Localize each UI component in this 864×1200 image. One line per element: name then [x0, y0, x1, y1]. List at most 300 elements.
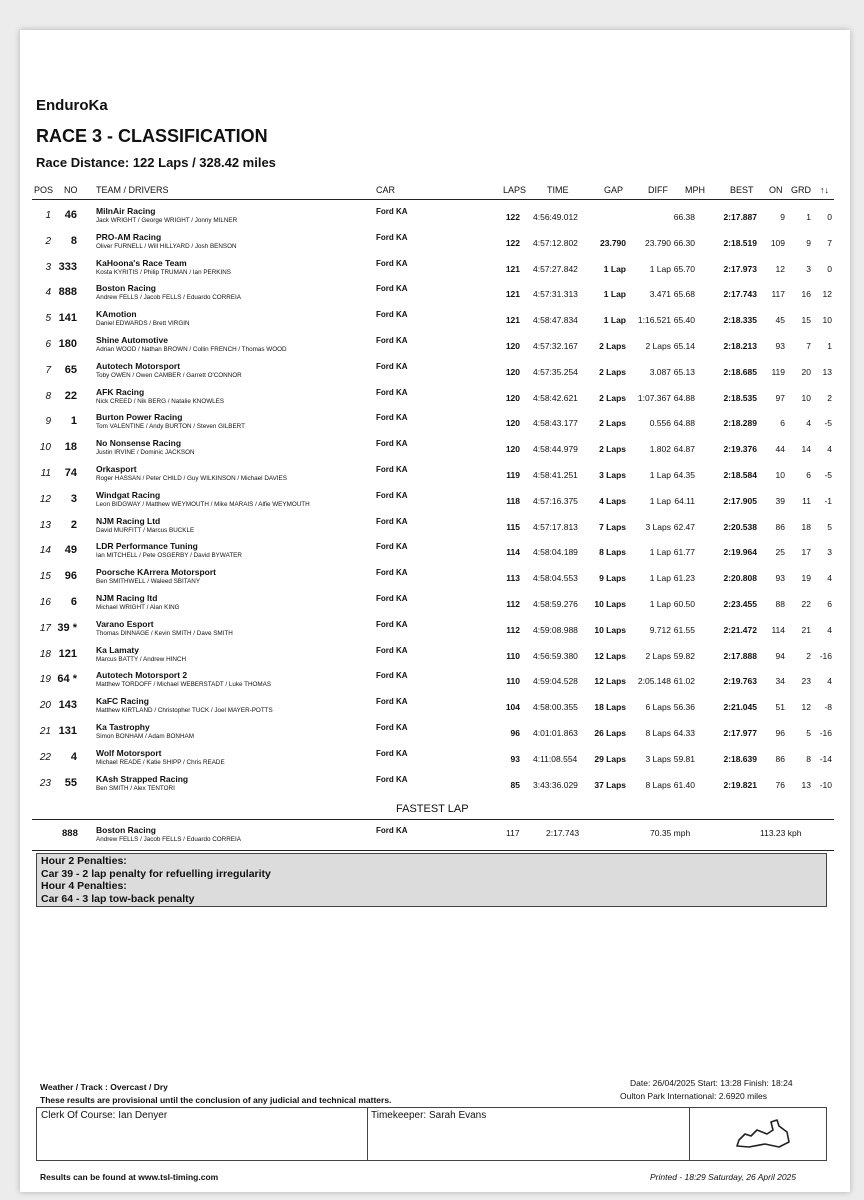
- cell-drivers: Andrew FELLS / Jacob FELLS / Eduardo CORREIA: [96, 294, 241, 302]
- cell-pos: 4: [45, 287, 51, 299]
- cell-drivers: Jack WRIGHT / George WRIGHT / Jonny MILNER: [96, 217, 238, 224]
- table-row: [0, 490, 864, 516]
- cell-grd: 23: [801, 676, 811, 687]
- cell-gap: 37 Laps: [594, 779, 626, 790]
- cell-on: 86: [775, 521, 785, 532]
- cell-pos: 17: [39, 622, 51, 634]
- cell-best: 2:19.376: [723, 444, 757, 455]
- table-row: [0, 464, 864, 490]
- cell-drivers: Oliver FURNELL / Will HILLYARD / Josh BENSON: [96, 242, 237, 250]
- fastest-lap-lap: 117: [506, 828, 520, 838]
- officials-box: [36, 1107, 827, 1161]
- cell-drivers: Matthew KIRTLAND / Christopher TUCK / Joel MAYER-POTTS: [96, 707, 273, 715]
- cell-drivers: Roger HASSAN / Peter CHILD / Guy WILKINSON / Michael DAVIES: [96, 475, 287, 482]
- cell-diff: 3.087: [649, 366, 671, 377]
- table-row: [0, 335, 864, 361]
- cell-team: Burton Power Racing: [96, 412, 183, 423]
- cell-gap: 23.790: [600, 237, 626, 248]
- cell-pos: 1: [45, 210, 51, 221]
- cell-drivers: Ben SMITH / Alex TENTORI: [96, 784, 175, 792]
- cell-on: 6: [780, 418, 785, 429]
- cell-pos: 21: [39, 726, 51, 737]
- cell-gap: 4 Laps: [599, 495, 626, 506]
- cell-grd: 13: [801, 779, 811, 790]
- cell-diff: 3 Laps: [645, 521, 671, 532]
- cell-best: 2:21.045: [723, 702, 757, 713]
- cell-time: 4:59:08.988: [533, 624, 578, 635]
- cell-pos: 7: [45, 364, 51, 376]
- cell-best: 2:18.685: [723, 366, 757, 377]
- cell-no: 143: [58, 699, 77, 712]
- cell-on: 97: [775, 392, 785, 403]
- cell-mph: 61.40: [673, 779, 695, 790]
- cell-diff: 1 Lap: [649, 599, 671, 609]
- cell-diff: 6 Laps: [645, 702, 671, 713]
- table-row: [0, 774, 864, 800]
- cell-laps: 112: [506, 624, 520, 635]
- cell-time: 4:58:42.621: [533, 392, 578, 403]
- cell-time: 4:56:59.380: [533, 650, 578, 661]
- cell-pos: 5: [45, 313, 51, 325]
- cell-on: 10: [775, 470, 785, 480]
- cell-laps: 122: [505, 237, 520, 248]
- cell-pos: 13: [39, 519, 51, 531]
- cell-diff: 1 Lap: [649, 573, 671, 584]
- cell-best: 2:18.519: [723, 237, 757, 248]
- circuit-map-icon: [727, 1114, 797, 1154]
- cell-car: Ford KA: [376, 413, 408, 423]
- penalties-box: [36, 853, 827, 907]
- cell-grd: 3: [806, 263, 811, 274]
- cell-on: 93: [775, 573, 785, 584]
- cell-team: No Nonsense Racing: [96, 438, 182, 449]
- cell-pos: 23: [39, 777, 51, 789]
- cell-gap: 12 Laps: [594, 650, 626, 661]
- cell-car: Ford KA: [376, 465, 408, 474]
- cell-on: 93: [775, 341, 785, 351]
- table-row: [0, 283, 864, 309]
- fastest-lap-title: FASTEST LAP: [396, 803, 469, 815]
- cell-chg: 7: [827, 237, 832, 248]
- cell-car: Ford KA: [376, 568, 408, 578]
- cell-drivers: Nick CREED / Nik BERG / Natalie KNOWLES: [96, 397, 225, 405]
- fastest-lap-time: 2:17.743: [546, 828, 580, 838]
- col-best: BEST: [730, 185, 754, 195]
- cell-diff: 1 Lap: [649, 547, 671, 558]
- cell-on: 9: [780, 212, 785, 222]
- table-row: [0, 206, 864, 232]
- cell-grd: 10: [801, 392, 811, 403]
- cell-team: Wolf Motorsport: [96, 747, 162, 758]
- cell-chg: 0: [827, 263, 832, 274]
- cell-pos: 6: [45, 339, 51, 350]
- cell-laps: 110: [506, 676, 520, 687]
- cell-time: 4:58:04.553: [533, 573, 578, 584]
- table-row: [0, 748, 864, 774]
- cell-on: 88: [775, 599, 785, 609]
- cell-no: 22: [64, 389, 77, 402]
- cell-grd: 8: [806, 753, 811, 764]
- cell-best: 2:17.743: [723, 289, 757, 300]
- cell-car: Ford KA: [376, 542, 408, 552]
- fastest-lap-no: 888: [62, 828, 78, 839]
- cell-mph: 61.77: [673, 547, 695, 558]
- cell-gap: 18 Laps: [594, 702, 626, 713]
- cell-time: 4:56:49.012: [533, 212, 578, 222]
- cell-diff: 3.471: [649, 289, 671, 300]
- cell-mph: 64.35: [673, 470, 695, 480]
- cell-car: Ford KA: [376, 516, 408, 526]
- cell-diff: 2 Laps: [645, 650, 671, 661]
- cell-mph: 64.11: [674, 495, 695, 506]
- cell-gap: 2 Laps: [599, 418, 626, 429]
- cell-no: 333: [58, 260, 77, 273]
- cell-no: 1: [70, 415, 77, 428]
- table-row: [0, 541, 864, 567]
- cell-pos: 18: [39, 648, 51, 660]
- cell-laps: 113: [506, 573, 520, 584]
- cell-diff: 23.790: [645, 237, 671, 248]
- cell-drivers: Marcus BATTY / Andrew HINCH: [96, 655, 187, 663]
- cell-mph: 66.30: [673, 237, 695, 248]
- cell-no: 46: [64, 209, 77, 221]
- cell-chg: -1: [824, 495, 832, 506]
- cell-time: 4:57:17.813: [533, 521, 578, 532]
- cell-mph: 64.87: [673, 444, 695, 455]
- cell-no: 65: [64, 363, 77, 376]
- table-row: [0, 232, 864, 258]
- col-gap: GAP: [604, 185, 624, 195]
- col-diff: DIFF: [648, 185, 668, 195]
- col-on: ON: [769, 185, 783, 195]
- col-mph: MPH: [685, 185, 705, 195]
- cell-drivers: Ben SMITHWELL / Waleed SBITANY: [96, 578, 201, 586]
- cell-no: 39 *: [57, 621, 77, 634]
- cell-mph: 65.14: [673, 341, 695, 351]
- cell-grd: 15: [801, 315, 811, 326]
- cell-time: 4:57:16.375: [533, 495, 578, 506]
- cell-on: 51: [775, 702, 785, 713]
- cell-time: 4:59:04.528: [533, 676, 578, 687]
- cell-drivers: Leon BIDGWAY / Matthew WEYMOUTH / Mike MARAIS / Alfie WEYMOUTH: [96, 500, 310, 508]
- cell-on: 25: [775, 547, 785, 558]
- cell-diff: 1:07.367: [637, 392, 671, 403]
- col-laps: LAPS: [503, 185, 527, 195]
- timekeeper: Timekeeper: Sarah Evans: [371, 1110, 487, 1121]
- cell-grd: 19: [801, 573, 811, 584]
- cell-on: 76: [775, 779, 785, 790]
- cell-no: 49: [64, 544, 77, 557]
- cell-no: 8: [70, 234, 77, 247]
- cell-time: 4:58:41.251: [533, 470, 578, 480]
- table-row: [0, 516, 864, 542]
- cell-car: Ford KA: [376, 310, 408, 320]
- printed-timestamp: Printed - 18:29 Saturday, 26 April 2025: [650, 1172, 797, 1182]
- cell-no: 141: [58, 312, 77, 325]
- cell-on: 117: [771, 289, 785, 300]
- cell-time: 4:58:04.189: [533, 547, 578, 558]
- cell-time: 4:01:01.863: [533, 728, 578, 738]
- col-car: CAR: [376, 185, 396, 195]
- penalty-heading-hour-4: Hour 4 Penalties:: [41, 880, 127, 892]
- cell-gap: 1 Lap: [603, 289, 626, 300]
- cell-pos: 14: [39, 545, 51, 557]
- cell-pos: 16: [39, 597, 51, 608]
- cell-drivers: Ian MITCHELL / Pete OSGERBY / David BYWATER: [96, 552, 242, 560]
- cell-mph: 59.82: [673, 650, 695, 661]
- table-row: [0, 361, 864, 387]
- cell-pos: 22: [39, 751, 51, 763]
- cell-mph: 65.13: [673, 366, 695, 377]
- cell-drivers: Tom VALENTINE / Andy BURTON / Steven GILBERT: [96, 423, 245, 431]
- penalty-car-39: Car 39 - 2 lap penalty for refuelling irregularity: [41, 868, 271, 880]
- cell-no: 64 *: [57, 673, 77, 686]
- cell-team: Windgat Racing: [96, 489, 161, 500]
- cell-grd: 21: [801, 624, 811, 635]
- cell-team: Poorsche KArrera Motorsport: [96, 567, 216, 578]
- cell-pos: 9: [45, 416, 51, 428]
- cell-best: 2:18.535: [723, 392, 757, 403]
- cell-mph: 64.88: [673, 418, 695, 429]
- cell-chg: 1: [827, 341, 832, 351]
- cell-car: Ford KA: [376, 697, 408, 707]
- cell-gap: 2 Laps: [599, 366, 626, 377]
- cell-laps: 110: [506, 650, 520, 661]
- header-rule: [32, 199, 834, 200]
- cell-time: 4:11:08.554: [533, 753, 578, 764]
- cell-laps: 118: [506, 495, 520, 506]
- fastest-lap-car: Ford KA: [376, 826, 408, 835]
- cell-chg: 2: [827, 392, 832, 403]
- fastest-lap-rule-top: [32, 819, 834, 820]
- table-row: [0, 722, 864, 748]
- cell-mph: 60.50: [673, 599, 695, 609]
- cell-on: 34: [775, 676, 785, 687]
- cell-drivers: Michael READE / Katie SHIPP / Chris READE: [96, 758, 225, 766]
- cell-grd: 20: [801, 366, 811, 377]
- cell-car: Ford KA: [376, 232, 408, 242]
- cell-mph: 64.88: [673, 392, 695, 403]
- cell-car: Ford KA: [376, 387, 408, 397]
- timekeeper-cell: [367, 1108, 690, 1160]
- cell-laps: 121: [505, 263, 520, 274]
- table-row: [0, 593, 864, 619]
- cell-grd: 9: [806, 237, 811, 248]
- cell-no: 74: [64, 467, 77, 479]
- cell-chg: -16: [819, 728, 832, 738]
- col-team: TEAM / DRIVERS: [96, 185, 169, 195]
- cell-mph: 62.47: [673, 521, 695, 532]
- race-title: RACE 3 - CLASSIFICATION: [36, 126, 268, 146]
- cell-team: Varano Esport: [96, 618, 154, 629]
- cell-no: 4: [70, 750, 77, 763]
- cell-laps: 85: [510, 779, 520, 790]
- cell-time: 3:43:36.029: [533, 779, 578, 790]
- cell-drivers: Kosta KYRITIS / Philip TRUMAN / Ian PERKINS: [96, 268, 231, 276]
- cell-gap: 10 Laps: [594, 624, 626, 635]
- table-row: [0, 645, 864, 671]
- race-distance: Race Distance: 122 Laps / 328.42 miles: [36, 155, 276, 170]
- cell-chg: 4: [827, 444, 832, 455]
- cell-on: 109: [770, 237, 785, 248]
- cell-grd: 14: [801, 444, 811, 455]
- circuit-length: Oulton Park International: 2.6920 miles: [620, 1091, 767, 1101]
- cell-chg: 12: [822, 289, 832, 300]
- cell-pos: 10: [39, 442, 51, 454]
- cell-car: Ford KA: [376, 594, 408, 603]
- cell-gap: 12 Laps: [594, 676, 626, 687]
- cell-team: NJM Racing Ltd: [96, 515, 161, 526]
- cell-chg: 5: [827, 521, 832, 532]
- cell-on: 12: [775, 263, 785, 274]
- cell-drivers: Simon BONHAM / Adam BONHAM: [96, 733, 194, 740]
- cell-drivers: Justin IRVINE / Dominic JACKSON: [96, 449, 195, 457]
- cell-car: Ford KA: [376, 774, 408, 784]
- col-no: NO: [64, 185, 78, 195]
- cell-mph: 59.81: [673, 753, 695, 764]
- cell-gap: 2 Laps: [599, 392, 626, 403]
- table-row: [0, 567, 864, 593]
- cell-chg: 13: [822, 366, 832, 377]
- cell-pos: 2: [45, 235, 51, 247]
- cell-chg: -5: [824, 418, 832, 429]
- cell-mph: 61.02: [673, 676, 695, 687]
- cell-gap: 29 Laps: [594, 753, 626, 764]
- table-row: [0, 309, 864, 335]
- cell-grd: 4: [806, 418, 811, 429]
- cell-no: 6: [70, 596, 77, 608]
- cell-team: MilnAir Racing: [96, 206, 156, 216]
- col-change: ↑↓: [820, 185, 829, 195]
- date-start-finish: Date: 26/04/2025 Start: 13:28 Finish: 18:24: [630, 1078, 793, 1088]
- cell-chg: 4: [827, 676, 832, 687]
- cell-no: 18: [64, 441, 77, 454]
- fastest-lap-rule-bottom: [32, 850, 834, 851]
- cell-diff: 0.556: [649, 418, 671, 429]
- cell-team: PRO-AM Racing: [96, 231, 162, 242]
- cell-car: Ford KA: [376, 723, 408, 732]
- cell-best: 2:18.335: [723, 315, 757, 326]
- cell-best: 2:20.538: [723, 521, 757, 532]
- cell-team: Boston Racing: [96, 283, 156, 294]
- cell-on: 45: [775, 315, 785, 326]
- penalty-heading-hour-2: Hour 2 Penalties:: [41, 855, 127, 867]
- cell-chg: 4: [827, 573, 832, 584]
- col-time: TIME: [547, 185, 569, 195]
- cell-laps: 122: [505, 212, 520, 222]
- cell-car: Ford KA: [376, 284, 408, 294]
- penalty-car-64: Car 64 - 3 lap tow-back penalty: [41, 893, 195, 905]
- event-title: EnduroKa: [36, 97, 108, 114]
- cell-chg: -16: [819, 650, 832, 661]
- cell-diff: 1 Lap: [649, 495, 671, 506]
- cell-best: 2:17.973: [723, 263, 757, 274]
- cell-car: Ford KA: [376, 490, 408, 500]
- cell-best: 2:19.964: [723, 547, 757, 558]
- cell-laps: 115: [506, 521, 520, 532]
- table-row: [0, 619, 864, 645]
- fastest-lap-kph: 113.23 kph: [760, 828, 802, 838]
- cell-pos: 19: [39, 674, 51, 686]
- cell-time: 4:57:32.167: [533, 341, 578, 351]
- cell-time: 4:57:27.842: [533, 263, 578, 274]
- cell-time: 4:57:35.254: [533, 366, 578, 377]
- cell-drivers: Michael WRIGHT / Alan KING: [96, 604, 180, 611]
- cell-pos: 8: [45, 390, 51, 402]
- cell-time: 4:57:31.313: [533, 289, 578, 300]
- cell-pos: 20: [39, 700, 51, 712]
- clerk-of-course: Clerk Of Course: Ian Denyer: [41, 1110, 168, 1121]
- cell-chg: 10: [822, 315, 832, 326]
- cell-no: 2: [70, 518, 77, 531]
- cell-chg: -8: [824, 702, 832, 713]
- cell-grd: 11: [802, 495, 811, 506]
- cell-best: 2:20.808: [723, 573, 757, 584]
- cell-on: 114: [771, 624, 785, 635]
- cell-mph: 61.23: [673, 573, 695, 584]
- cell-on: 39: [775, 495, 785, 506]
- cell-diff: 1 Lap: [649, 263, 671, 274]
- cell-grd: 5: [806, 728, 811, 738]
- cell-gap: 3 Laps: [599, 470, 626, 480]
- cell-laps: 119: [506, 470, 520, 480]
- cell-best: 2:23.455: [723, 599, 757, 609]
- cell-laps: 96: [510, 728, 520, 738]
- cell-team: Autotech Motorsport 2: [96, 670, 188, 681]
- cell-no: 131: [58, 725, 77, 737]
- cell-car: Ford KA: [376, 207, 408, 216]
- cell-no: 55: [64, 776, 77, 789]
- cell-grd: 6: [806, 470, 811, 480]
- cell-gap: 10 Laps: [594, 599, 626, 609]
- cell-no: 888: [58, 286, 77, 299]
- cell-pos: 11: [40, 468, 51, 479]
- cell-chg: 0: [827, 212, 832, 222]
- cell-laps: 120: [505, 341, 520, 351]
- cell-grd: 17: [801, 547, 811, 558]
- cell-mph: 66.38: [673, 212, 695, 222]
- cell-time: 4:57:12.802: [533, 237, 578, 248]
- cell-best: 2:17.888: [723, 650, 757, 661]
- cell-chg: -14: [819, 753, 832, 764]
- cell-diff: 2:05.148: [637, 676, 671, 687]
- cell-no: 121: [58, 647, 77, 660]
- cell-on: 96: [775, 728, 785, 738]
- cell-drivers: Toby OWEN / Owen CAMBER / Garrett O'CONNOR: [96, 371, 242, 379]
- cell-team: Ka Tastrophy: [96, 722, 150, 732]
- col-pos: POS: [34, 185, 54, 195]
- cell-gap: 1 Lap: [603, 263, 626, 274]
- cell-team: AFK Racing: [96, 386, 145, 397]
- cell-mph: 56.36: [673, 702, 695, 713]
- cell-best: 2:17.977: [723, 728, 757, 738]
- cell-best: 2:17.887: [723, 212, 757, 222]
- cell-drivers: Adrian WOOD / Nathan BROWN / Collin FRENCH / Thomas WOOD: [96, 346, 287, 353]
- fastest-lap-mph: 70.35 mph: [650, 828, 691, 838]
- cell-grd: 12: [801, 702, 811, 713]
- cell-best: 2:19.763: [723, 676, 757, 687]
- cell-gap: 2 Laps: [599, 444, 626, 455]
- cell-team: KAmotion: [96, 309, 137, 320]
- weather-track: Weather / Track : Overcast / Dry: [40, 1082, 168, 1092]
- table-row: [0, 438, 864, 464]
- cell-laps: 104: [505, 702, 520, 713]
- cell-time: 4:58:59.276: [533, 599, 578, 609]
- table-row: [0, 387, 864, 413]
- cell-chg: -10: [819, 779, 832, 790]
- cell-car: Ford KA: [376, 671, 408, 681]
- cell-car: Ford KA: [376, 258, 408, 268]
